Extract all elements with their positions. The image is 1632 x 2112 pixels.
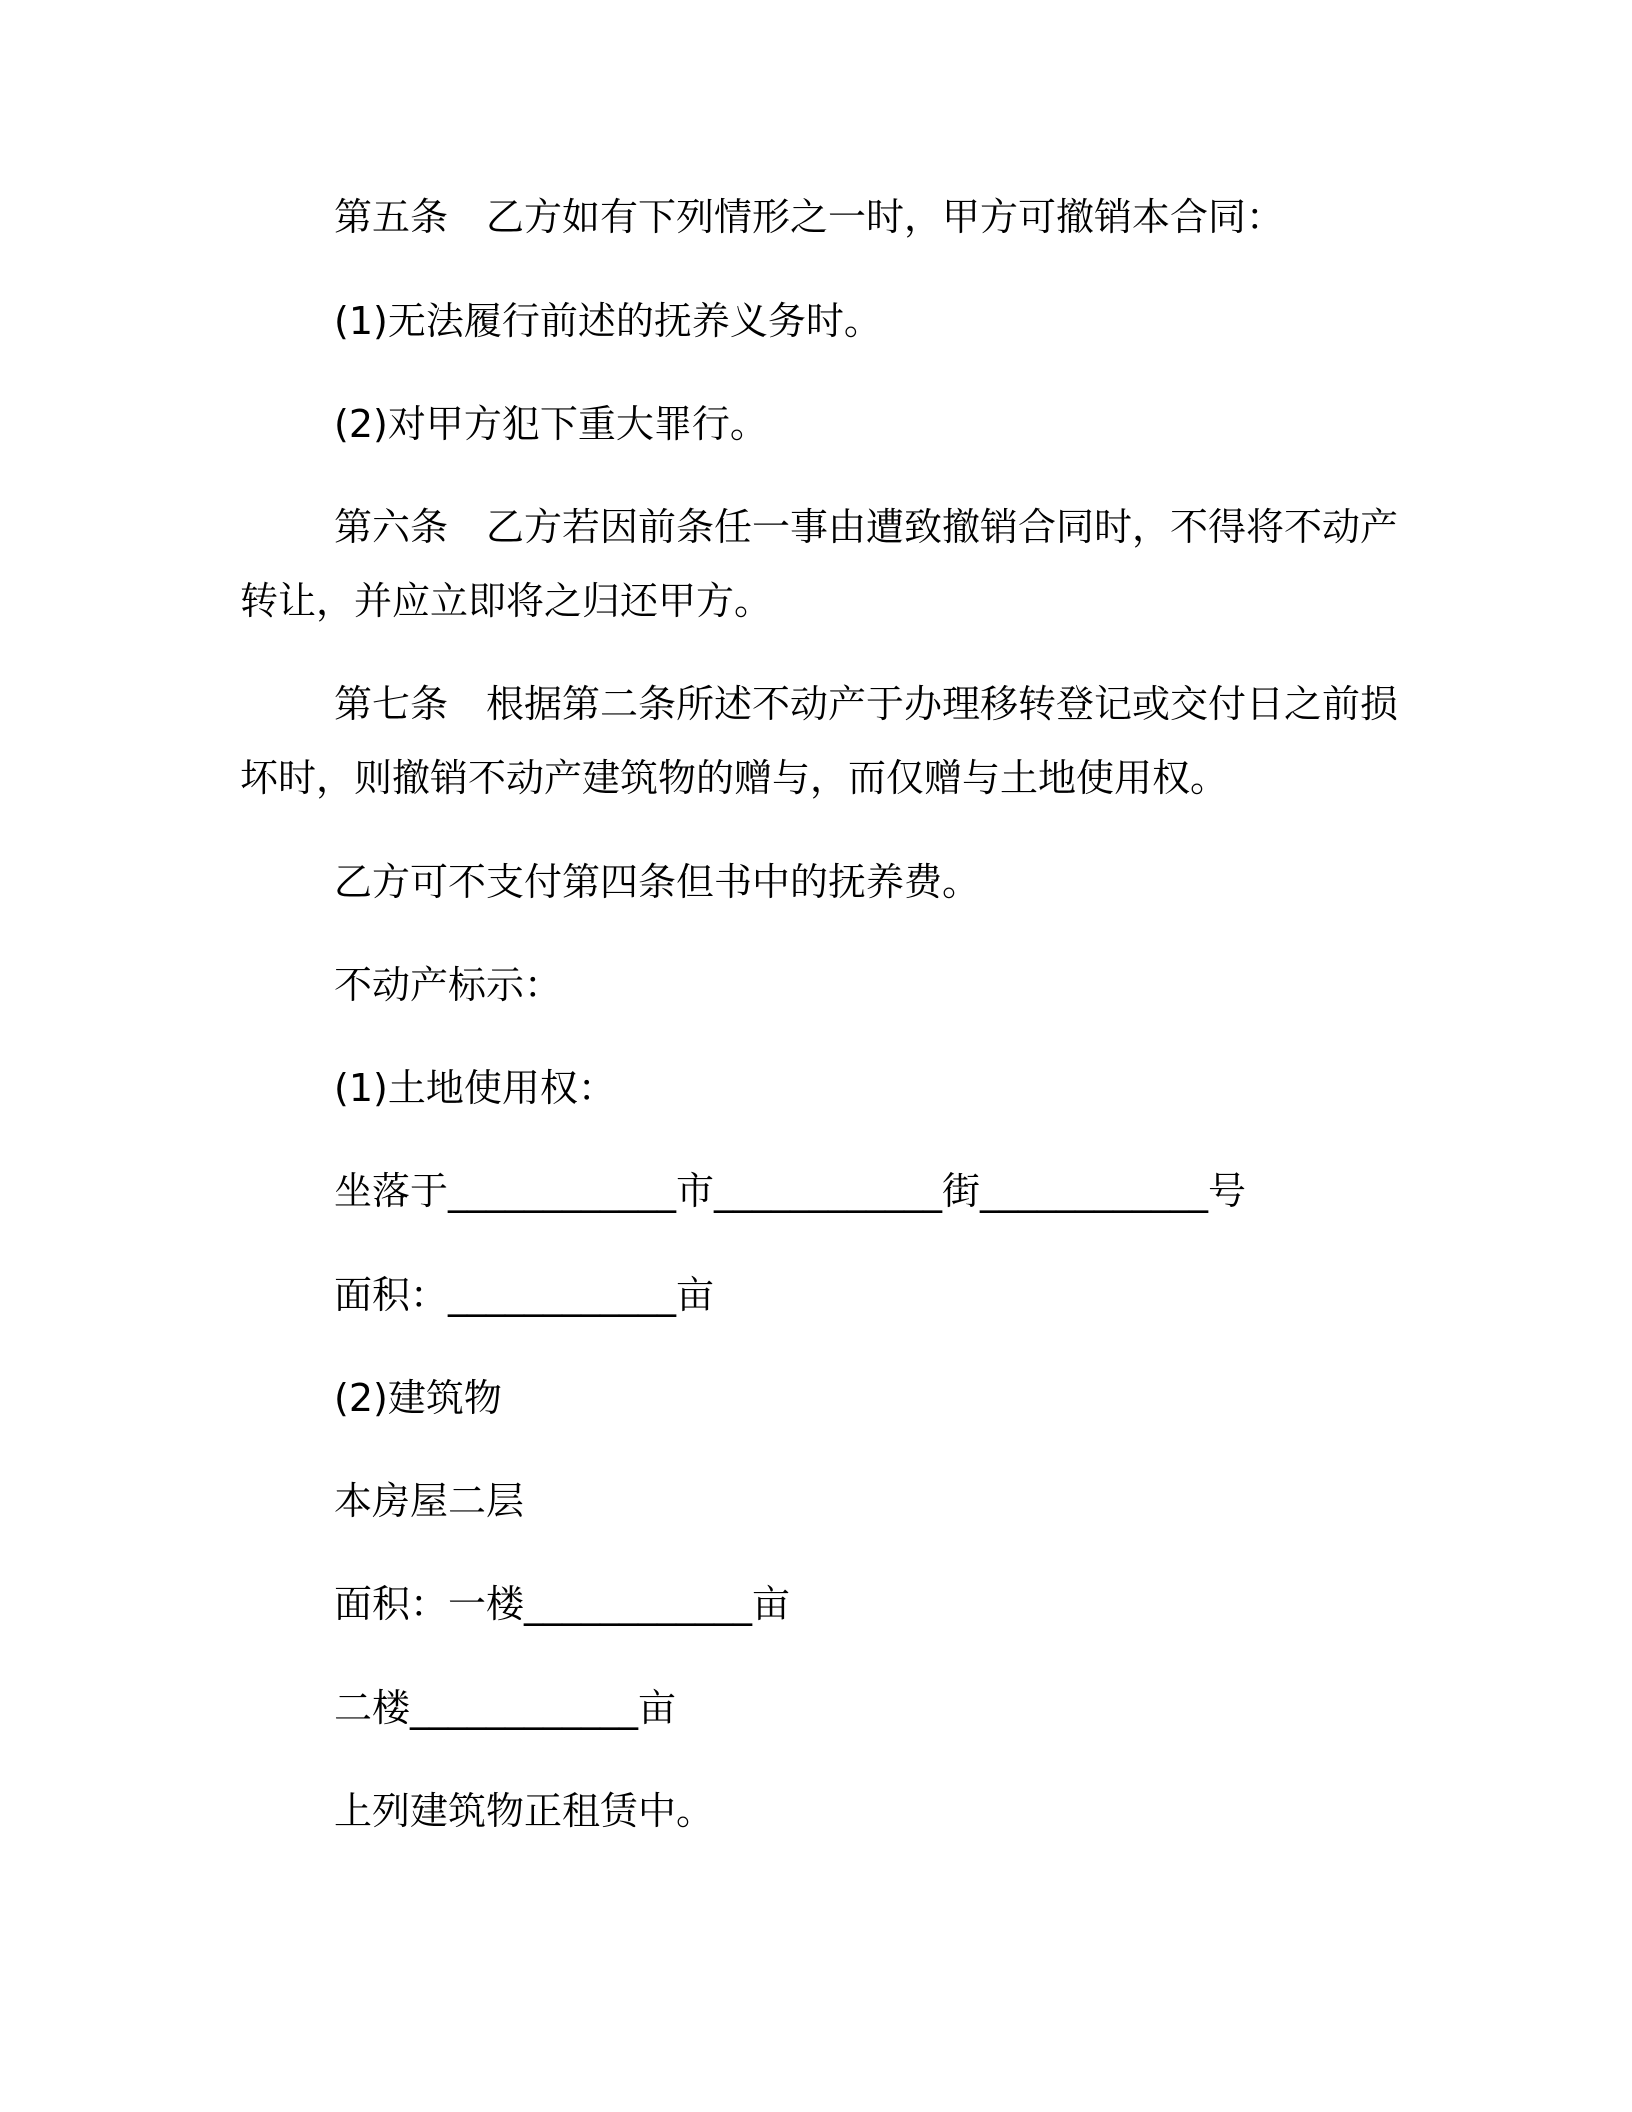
article-5-item-2: (2)对甲方犯下重大罪行。 <box>334 402 768 446</box>
article-6-paragraph-line-2: 转让，并应立即将之归还甲方。 <box>240 579 773 623</box>
article-5-paragraph <box>334 192 1484 242</box>
land-location-line: 坐落于____________市____________街____________号 <box>334 1169 1247 1213</box>
building-heading: (2)建筑物 <box>334 1376 502 1420</box>
article-5-item-1: (1)无法履行前述的抚养义务时。 <box>334 299 882 343</box>
article-6-text-line-1: 乙方若因前条任一事由遭致撤销合同时，不得将不动产 <box>486 505 1399 549</box>
article-7-paragraph-line-2: 坏时，则撤销不动产建筑物的赠与，而仅赠与土地使用权。 <box>240 756 1229 800</box>
building-floors: 本房屋二层 <box>334 1479 525 1523</box>
article-7-label: 第七条 <box>334 682 449 726</box>
land-area-line: 面积：____________亩 <box>334 1273 715 1317</box>
floor-2-area-line: 二楼____________亩 <box>334 1686 677 1730</box>
article-7-paragraph-line-3: 乙方可不支付第四条但书中的抚养费。 <box>334 860 981 904</box>
lease-note: 上列建筑物正租赁中。 <box>334 1789 715 1833</box>
property-heading: 不动产标示： <box>334 963 563 1007</box>
article-5-text: 乙方如有下列情形之一时，甲方可撤销本合同： <box>486 195 1285 239</box>
article-5-label: 第五条 <box>334 195 449 239</box>
article-6-label: 第六条 <box>334 505 449 549</box>
article-6-paragraph-line-1 <box>334 502 1484 552</box>
land-use-right-heading: (1)土地使用权： <box>334 1066 616 1110</box>
article-7-text-line-1: 根据第二条所述不动产于办理移转登记或交付日之前损 <box>486 682 1399 726</box>
article-7-paragraph-line-1 <box>334 679 1484 729</box>
floor-1-area-line: 面积：一楼____________亩 <box>334 1582 791 1626</box>
